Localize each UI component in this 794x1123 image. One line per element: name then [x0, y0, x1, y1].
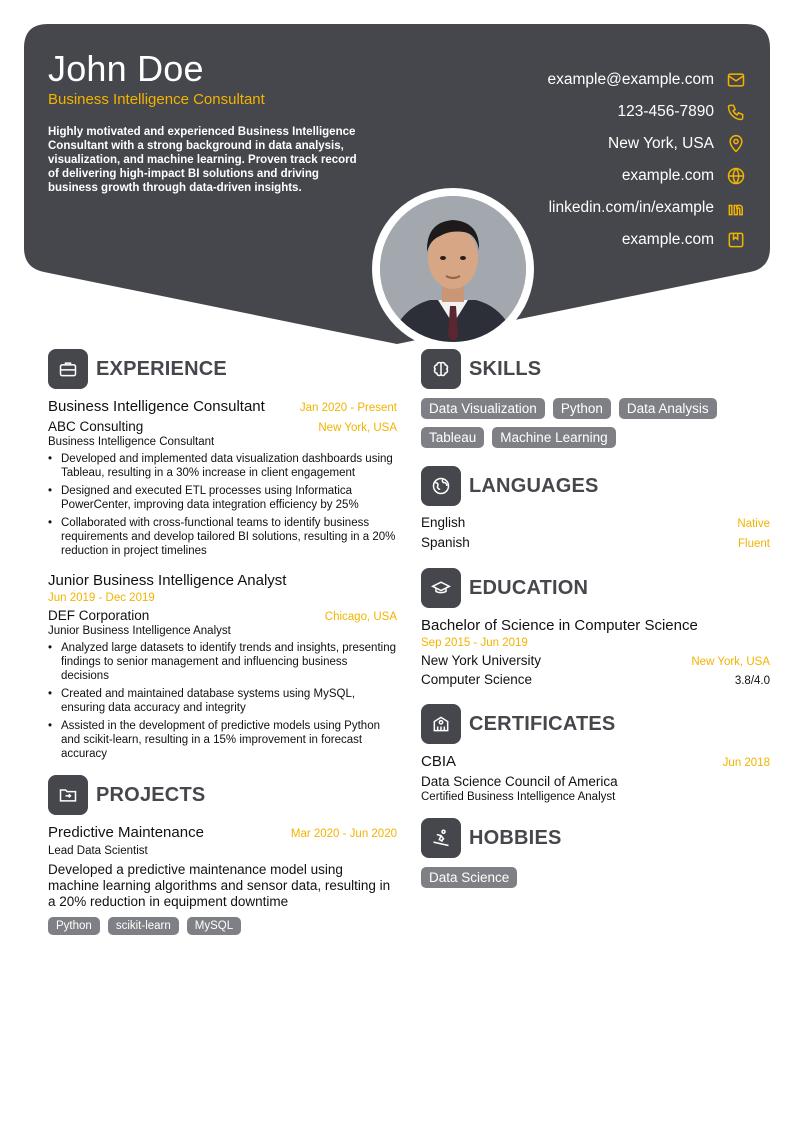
language-name: Spanish — [421, 535, 470, 550]
education-heading — [421, 568, 770, 608]
contact-location — [440, 128, 770, 160]
left-column — [48, 349, 397, 935]
company-name: DEF Corporation — [48, 608, 150, 623]
school-name: New York University — [421, 653, 542, 668]
job-location: Chicago, USA — [324, 611, 397, 623]
project-role: Lead Data Scientist — [48, 845, 148, 857]
project-description: Developed a predictive maintenance model using machine learning algorithms and sensor data, resulting in a 20% reduction in equipment downtime — [48, 862, 391, 909]
project-tags — [48, 916, 397, 935]
skill-tag: Tableau — [421, 427, 484, 448]
education-title: EDUCATION — [469, 576, 589, 599]
bullet: • Analyzed large datasets to identify trends and insights, presenting findings to senior management and influencing business decisions — [48, 641, 397, 683]
person-name: John Doe — [48, 48, 204, 89]
hobbies-heading — [421, 818, 770, 858]
language-row — [421, 535, 770, 550]
language-row — [421, 515, 770, 530]
project-tag: MySQL — [187, 917, 241, 935]
degree: Bachelor of Science in Computer Science — [421, 617, 698, 634]
company-name: ABC Consulting — [48, 419, 144, 434]
contact-portfolio-text[interactable]: example.com — [621, 231, 714, 248]
experience-item — [48, 398, 397, 558]
certificates-title: CERTIFICATES — [469, 712, 616, 735]
job-position: Business Intelligence Consultant — [48, 436, 215, 448]
skill-tag: Data Analysis — [619, 398, 717, 419]
briefcase-icon — [48, 349, 88, 389]
job-date: Jun 2019 - Dec 2019 — [48, 592, 155, 604]
language-name: English — [421, 515, 466, 530]
project-tag: Python — [48, 917, 100, 935]
bullet: • Collaborated with cross-functional teams to identify business requirements and develop tailored BI solutions, resulting in a 20% reduction in project timelines — [48, 516, 397, 558]
job-position: Junior Business Intelligence Analyst — [48, 625, 231, 637]
projects-title: PROJECTS — [96, 783, 206, 806]
education-date: Sep 2015 - Jun 2019 — [421, 637, 528, 649]
experience-title: EXPERIENCE — [96, 357, 227, 380]
hobbies-title: HOBBIES — [469, 826, 562, 849]
language-level: Native — [737, 518, 770, 530]
skills-title: SKILLS — [469, 357, 542, 380]
skiing-icon — [421, 818, 461, 858]
profile-photo — [372, 188, 534, 350]
graduation-cap-icon — [421, 568, 461, 608]
job-bullets — [48, 452, 397, 558]
project-date: Mar 2020 - Jun 2020 — [290, 828, 397, 840]
linkedin-icon — [726, 198, 746, 218]
bullet: • Designed and executed ETL processes using Informatica PowerCenter, improving data integration efficiency by 25% — [48, 484, 397, 512]
certificate-issuer: Data Science Council of America — [421, 774, 618, 789]
skills-heading — [421, 349, 770, 389]
project-title: Predictive Maintenance — [48, 824, 204, 841]
job-location: New York, USA — [318, 422, 397, 434]
contact-location-text: New York, USA — [608, 135, 714, 152]
bullet: • Created and maintained database systems using MySQL, ensuring data accuracy and integrity — [48, 687, 397, 715]
skill-tag: Machine Learning — [492, 427, 615, 448]
phone-icon — [726, 102, 746, 122]
experience-heading — [48, 349, 397, 389]
education-item — [421, 617, 770, 687]
language-globe-icon — [421, 466, 461, 506]
certificate-date: Jun 2018 — [722, 757, 770, 769]
gpa: 3.8/4.0 — [734, 675, 770, 687]
contact-linkedin-text[interactable]: linkedin.com/in/example — [548, 199, 714, 216]
certificate-building-icon — [421, 704, 461, 744]
school-location: New York, USA — [691, 656, 770, 668]
right-column — [421, 349, 770, 896]
bullet: • Developed and implemented data visualization dashboards using Tableau, resulting in a 30% increase in client engagement — [48, 452, 397, 480]
job-title: Junior Business Intelligence Analyst — [48, 572, 287, 589]
project-tag: scikit-learn — [108, 917, 179, 935]
contact-email-text[interactable]: example@example.com — [547, 71, 714, 88]
job-bullets — [48, 641, 397, 761]
contact-phone[interactable] — [440, 96, 770, 128]
skills-tags — [421, 398, 770, 456]
contact-website-text[interactable]: example.com — [621, 167, 714, 184]
project-item — [48, 824, 397, 935]
map-pin-icon — [726, 134, 746, 154]
globe-icon — [726, 166, 746, 186]
folder-icon — [48, 775, 88, 815]
projects-heading — [48, 775, 397, 815]
bullet: • Assisted in the development of predictive models using Python and scikit-learn, resulting in a 15% improvement in forecast accuracy — [48, 719, 397, 761]
certificate-item — [421, 753, 770, 803]
hobby-tag: Data Science — [421, 867, 517, 888]
certificate-description: Certified Business Intelligence Analyst — [421, 791, 616, 803]
hobbies-tags — [421, 867, 770, 896]
languages-title: LANGUAGES — [469, 474, 599, 497]
contact-phone-text[interactable]: 123-456-7890 — [617, 103, 714, 120]
certificate-name: CBIA — [421, 753, 457, 770]
skill-tag: Data Visualization — [421, 398, 545, 419]
bookmark-icon — [726, 230, 746, 250]
contact-email[interactable] — [440, 64, 770, 96]
job-title: Business Intelligence Consultant — [48, 398, 265, 415]
skill-tag: Python — [553, 398, 611, 419]
summary-text: Highly motivated and experienced Business Intelligence Consultant with a strong background in data analysis, visualization, and machine learning. Proven track record of delivering high-impact BI solutions and driving business growth through data-driven insights. — [48, 126, 357, 194]
field-of-study: Computer Science — [421, 672, 533, 687]
job-date: Jan 2020 - Present — [299, 402, 397, 414]
contact-website[interactable] — [440, 160, 770, 192]
languages-heading — [421, 466, 770, 506]
certificates-heading — [421, 704, 770, 744]
experience-item — [48, 572, 397, 761]
language-level: Fluent — [738, 538, 770, 550]
mail-icon — [726, 70, 746, 90]
brain-icon — [421, 349, 461, 389]
person-role: Business Intelligence Consultant — [48, 91, 265, 108]
